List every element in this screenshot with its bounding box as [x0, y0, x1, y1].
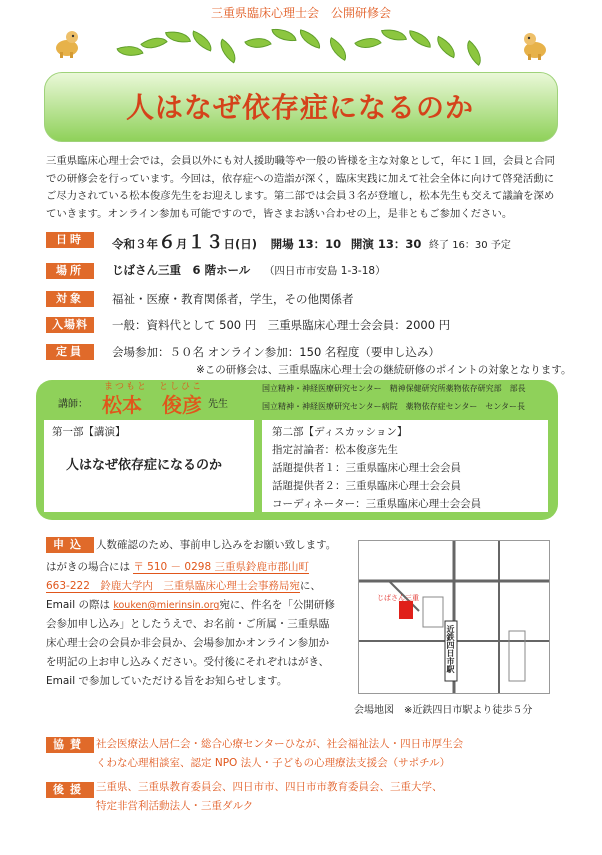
- lecturer-name: 松本 俊彦: [102, 393, 202, 417]
- map-station-label: 近鉄四日市駅: [446, 625, 455, 673]
- application-line: 会参加申し込み」としたうえで、お名前・ご所属・三重県臨: [46, 618, 330, 630]
- capacity-label: 定員: [46, 344, 94, 360]
- backing-label: 後援: [46, 782, 94, 798]
- date-day: １３: [187, 232, 224, 253]
- support-label: 協賛: [46, 737, 94, 753]
- alpaca-icon-left: [52, 28, 82, 56]
- intro-paragraph: 三重県臨床心理士会では，会員以外にも対人援助職等や一般の皆様を主な対象として，年に１回，会員と合同での研修会を行っています。今回は，依存症への造詣が深く，臨床実践に加えて社会全体に向けて啓発活動にご尽力されている松本俊彦先生をお迎えします。第二部では会員３名が登壇し，松本先生も交えて議論を深めていきます。オンライン参加も可能ですので，皆さまお誘い合わせの上，是非ともご参加ください。: [46, 155, 555, 220]
- part2-line: 話題提供者１：三重県臨床心理士会会員: [272, 462, 461, 474]
- leaf-icon: [432, 36, 460, 59]
- leaf-icon: [165, 28, 191, 46]
- fee-label: 入場料: [46, 317, 94, 333]
- application-line: 床心理士会の会員か非会員か、会場参加かオンライン参加か: [46, 637, 330, 649]
- postal-address-2: 663-222 鈴鹿大学内 三重県臨床心理士会事務局宛: [46, 580, 300, 592]
- postal-line: [46, 558, 356, 577]
- date-month-unit: 月: [176, 237, 188, 251]
- page-title: 人はなぜ依存症になるのか: [125, 91, 474, 124]
- venue-map: [358, 540, 550, 694]
- postal-prefix: はがきの場合には: [46, 561, 130, 573]
- email-suffix: 宛に、件名を「公開研修: [219, 599, 335, 611]
- backing-line: 特定非営利活動法人・三重ダルク: [96, 800, 254, 812]
- backing-line: 三重県、三重県教育委員会、四日市市、四日市市教育委員会、三重大学、: [96, 781, 443, 793]
- lecturer-affiliation-2: 国立精神・神経医療研究センター病院 薬物依存症センター センター長: [262, 402, 526, 411]
- postal-suffix: に、: [299, 580, 321, 592]
- leaf-icon: [460, 40, 487, 66]
- email-link[interactable]: kouken@mierinsin.org: [113, 600, 220, 611]
- leaf-icon: [188, 30, 215, 51]
- date-prefix: 令和３年: [112, 237, 158, 251]
- leaf-decoration: [0, 22, 602, 62]
- lecturer-ruby: まつもと としひこ: [104, 382, 204, 392]
- place-label: 場所: [46, 263, 94, 279]
- leaf-icon: [244, 32, 272, 55]
- part2-box: [262, 420, 548, 512]
- part1-heading: 第一部【講演】: [52, 426, 126, 438]
- alpaca-icon-right: [520, 30, 550, 58]
- place-row: [112, 262, 386, 278]
- start-time: 開演 13：30: [350, 237, 422, 251]
- date-row: [112, 228, 511, 254]
- postal-address: 〒 510 － 0298 三重県鈴鹿市郡山町: [133, 561, 309, 573]
- date-month: ６: [158, 232, 176, 253]
- part1-box: [44, 420, 254, 512]
- lecturer-suffix: 先生: [208, 399, 228, 410]
- leaf-icon: [297, 29, 324, 49]
- email-line: [46, 596, 356, 615]
- leaf-icon: [354, 31, 382, 55]
- support-line: 社会医療法人居仁会・総合心療センターひなが、社会福祉法人・四日市厚生会: [96, 738, 464, 750]
- open-time: 開場 13：10: [270, 237, 342, 251]
- leaf-icon: [324, 37, 352, 61]
- leaf-icon: [381, 26, 407, 44]
- fee-value: 一般：資料代として 500 円 三重県臨床心理士会会員：2000 円: [112, 318, 451, 332]
- application-label: 申込: [46, 537, 94, 553]
- organizer-line: 三重県臨床心理士会 公開研修会: [210, 6, 391, 20]
- date-label: 日時: [46, 232, 94, 248]
- support-list: [96, 735, 463, 773]
- application-body: [46, 558, 356, 691]
- leaf-icon: [140, 30, 168, 55]
- leaf-icon: [407, 30, 433, 48]
- credit-note: ※この研修会は、三重県臨床心理士会の継続研修のポイントの対象となります。: [196, 364, 572, 376]
- leaf-icon: [214, 38, 242, 63]
- part2-line: コーディネーター：三重県臨床心理士会会員: [272, 498, 482, 510]
- application-line1: 人数確認のため、事前申し込みをお願い致します。: [96, 539, 337, 551]
- place-address: （四日市市安島 1-3-18）: [263, 265, 386, 277]
- target-label: 対象: [46, 291, 94, 307]
- place-value: じばさん三重 6 階ホール: [112, 263, 251, 277]
- application-line: Email で参加していただける旨をお知らせします。: [46, 675, 288, 687]
- email-prefix: Email の際は: [46, 599, 110, 611]
- part1-title: 人はなぜ依存症になるのか: [66, 458, 223, 473]
- part2-line: 話題提供者２：三重県臨床心理士会会員: [272, 480, 461, 492]
- date-day-unit: 日: [223, 237, 235, 251]
- date-dow: (日): [235, 237, 258, 251]
- lecturer-affiliation-1: 国立精神・神経医療研究センター 精神保健研究所薬物依存研究部 部長: [262, 384, 526, 393]
- map-caption: 会場地図 ※近鉄四日市駅より徒歩５分: [354, 705, 533, 716]
- support-line: くわな心理相談室、認定 NPO 法人・子どもの心理療法支援会（サポチル）: [96, 757, 451, 769]
- end-time: 終了 16：30 予定: [429, 240, 511, 251]
- target-value: 福祉・医療・教育関係者，学生，その他関係者: [112, 292, 354, 306]
- capacity-value: 会場参加：５０名 オンライン参加：150 名程度（要申し込み）: [112, 345, 440, 359]
- part2-heading: 第二部【ディスカッション】: [272, 426, 408, 438]
- map-venue-label: じばさん三重: [377, 594, 419, 602]
- lecturer-prefix: 講師：: [58, 399, 88, 410]
- part2-line: 指定討論者：松本俊彦先生: [272, 444, 398, 456]
- backing-list: [96, 778, 443, 816]
- postal-line-2: [46, 577, 356, 596]
- leaf-icon: [271, 27, 296, 43]
- application-line: を明記の上お申し込みください。受付後にそれぞれはがき、: [46, 656, 330, 668]
